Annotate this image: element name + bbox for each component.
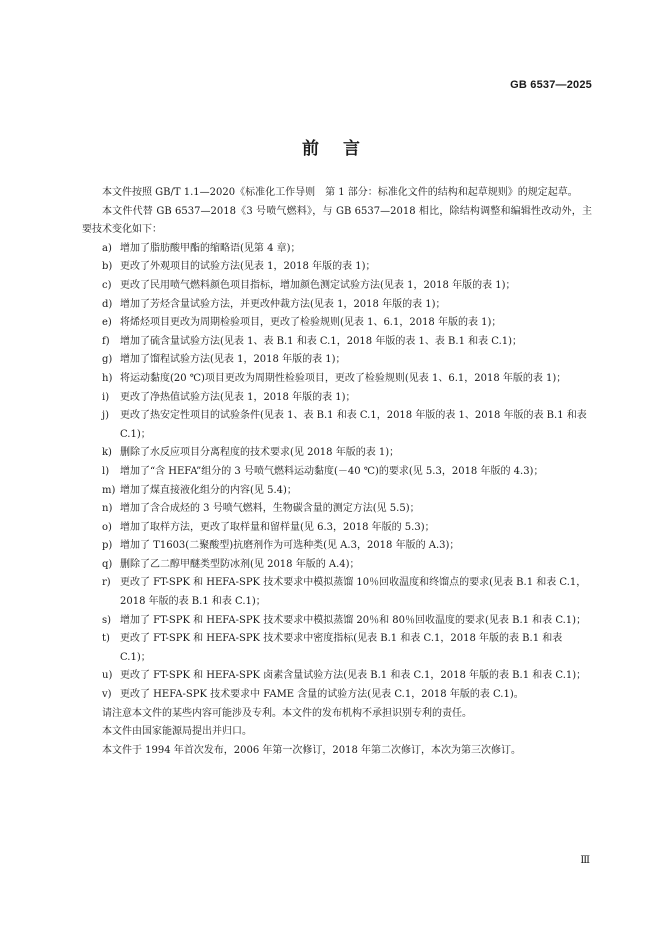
list-item [82, 351, 592, 370]
list-item [82, 277, 592, 296]
list-item-text: 增加了煤直接液化组分的内容(见 5.4)； [120, 484, 297, 496]
list-item [82, 482, 592, 501]
list-item-marker: q) [102, 558, 113, 570]
list-item [82, 444, 592, 463]
list-item [82, 240, 592, 259]
list-item [82, 667, 592, 686]
list-item-text: 删除了水反应项目分离程度的技术要求(见 2018 年版的表 1)； [120, 447, 400, 459]
list-item [82, 389, 592, 408]
list-item-marker: o) [102, 521, 112, 533]
list-item-text: 将烯烃项目更改为周期检验项目，更改了检验规则(见表 1、6.1，2018 年版的表 1)； [120, 317, 502, 329]
list-item [82, 314, 592, 333]
list-item [82, 463, 592, 482]
list-item [82, 630, 592, 667]
standard-number: GB 6537—2025 [510, 79, 592, 91]
list-item-text: 增加了含合成烃的 3 号喷气燃料，生物碳含量的测定方法(见 5.5)； [120, 503, 420, 515]
list-item-marker: l) [102, 465, 110, 477]
list-item-text: 更改了 FT-SPK 和 HEFA-SPK 技术要求中模拟蒸馏 10％回收温度和终馏点的要求(见表 B.1 和表 C.1，2018 年版的表 B.1 和表 C.1)； [120, 577, 587, 608]
list-item [82, 519, 592, 538]
list-item-text: 增加了 FT-SPK 和 HEFA-SPK 技术要求中模拟蒸馏 20％和 80％回收温度的要求(见表 B.1 和表 C.1)； [120, 614, 587, 626]
list-item-text: 更改了民用喷气燃料颜色项目指标，增加颜色测定试验方法(见表 1，2018 年版的表 1)； [120, 279, 516, 291]
list-item-marker: r) [102, 577, 111, 589]
list-item-text: 更改了外观项目的试验方法(见表 1，2018 年版的表 1)； [120, 261, 376, 273]
list-item [82, 370, 592, 389]
list-item-marker: n) [102, 503, 113, 515]
list-item-marker: v) [102, 689, 112, 701]
page-number: Ⅲ [580, 855, 590, 866]
list-item-marker: a) [102, 242, 112, 254]
list-item-marker: m) [102, 484, 116, 496]
list-item [82, 556, 592, 575]
list-item-marker: k) [102, 447, 112, 459]
patent-notice: 请注意本文件的某些内容可能涉及专利。本文件的发布机构不承担识别专利的责任。 [102, 707, 472, 719]
technical-changes-list [82, 240, 592, 705]
list-item [82, 500, 592, 519]
intro-paragraph-2: 本文件代替 GB 6537—2018《3 号喷气燃料》，与 GB 6537—2018 相比，除结构调整和编辑性改动外，主要技术变化如下： [82, 205, 592, 236]
list-item-text: 删除了乙二醇甲醚类型防冰剂(见 2018 年版的 A.4)； [120, 558, 360, 570]
foreword-body [82, 184, 592, 760]
list-item-marker: u) [102, 670, 113, 682]
list-item-marker: h) [102, 372, 113, 384]
list-item-text: 增加了 T1603(二聚酸型)抗磨剂作为可选种类(见 A.3，2018 年版的 A.3)； [120, 540, 460, 552]
list-item [82, 333, 592, 352]
list-item [82, 574, 592, 611]
list-item [82, 686, 592, 705]
intro-paragraph-1: 本文件按照 GB/T 1.1—2020《标准化工作导则 第 1 部分：标准化文件的结构和起草规则》的规定起草。 [102, 187, 578, 198]
list-item-text: 增加了芳烃含量试验方法，并更改仲裁方法(见表 1，2018 年版的表 1)； [120, 298, 446, 310]
list-item [82, 258, 592, 277]
list-item-text: 将运动黏度(20 ℃)项目更改为周期性检验项目，更改了检验规则(见表 1、6.1，2018 年版的表 1)； [120, 372, 567, 384]
list-item [82, 407, 592, 444]
list-item-marker: t) [102, 633, 110, 645]
list-item-marker: d) [102, 298, 113, 310]
list-item-text: 增加了馏程试验方法(见表 1，2018 年版的表 1)； [120, 354, 346, 366]
list-item-marker: c) [102, 279, 112, 291]
list-item-text: 更改了 FT-SPK 和 HEFA-SPK 卤素含量试验方法(见表 B.1 和表 C.1，2018 年版的表 B.1 和表 C.1)； [120, 670, 587, 682]
list-item-marker: f) [102, 335, 110, 347]
list-item-text: 增加了“含 HEFA”组分的 3 号喷气燃料运动黏度(－40 ℃)的要求(见 5.3，2018 年版的 4.3)； [120, 465, 544, 477]
list-item-text: 更改了 HEFA-SPK 技术要求中 FAME 含量的试验方法(见表 C.1，2018 年版的表 C.1)。 [120, 689, 524, 701]
list-item-text: 更改了 FT-SPK 和 HEFA-SPK 技术要求中密度指标(见表 B.1 和表 C.1，2018 年版的表 B.1 和表 C.1)； [120, 633, 563, 663]
list-item-marker: i) [102, 391, 110, 403]
list-item [82, 537, 592, 556]
list-item-marker: p) [102, 540, 113, 552]
list-item-text: 更改了热安定性项目的试验条件(见表 1、表 B.1 和表 C.1，2018 年版的表 1、2018 年版的表 B.1 和表 C.1)； [120, 410, 587, 440]
list-item [82, 612, 592, 631]
proposer-statement: 本文件由国家能源局提出并归口。 [102, 726, 252, 738]
list-item-text: 增加了硫含量试验方法(见表 1、表 B.1 和表 C.1，2018 年版的表 1、表 B.1 和表 C.1)； [120, 335, 523, 347]
list-item-marker: j) [102, 410, 110, 422]
list-item-marker: b) [102, 261, 113, 273]
list-item-text: 更改了净热值试验方法(见表 1，2018 年版的表 1)； [120, 391, 356, 403]
list-item-text: 增加了取样方法，更改了取样量和留样量(见 6.3，2018 年版的 5.3)； [120, 521, 435, 533]
list-item-marker: g) [102, 354, 113, 366]
list-item [82, 296, 592, 315]
list-item-marker: s) [102, 614, 112, 626]
revision-history: 本文件于 1994 年首次发布，2006 年第一次修订，2018 年第二次修订，本次为第三次修订。 [102, 744, 522, 756]
page-title: 前言 [302, 139, 384, 159]
list-item-text: 增加了脂肪酸甲酯的缩略语(见第 4 章)； [120, 242, 301, 254]
list-item-marker: e) [102, 317, 112, 329]
